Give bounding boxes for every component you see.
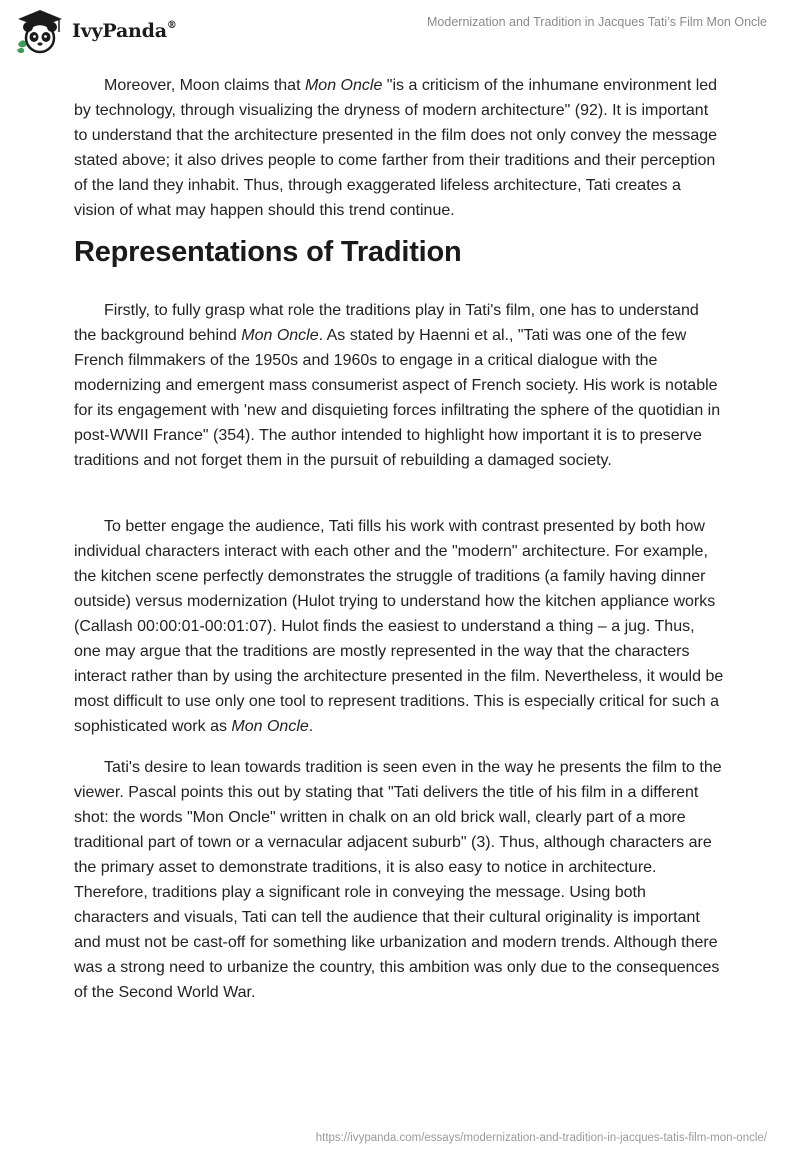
body-paragraph: To better engage the audience, Tati fills his work with contrast presented by both how individual characters interact with each other and the "modern" architecture. For example, the kitchen scene perfectly demonstrates the struggle of traditions (a family having dinner outside) versus modernization (Hulot trying to understand how the kitchen appliance works (Callash 00:00:01-00:01:07). Hulot finds the easiest to understand a thing – a jug. Thus, one may argue that the traditions are mostly represented in the way that the characters interact rather than by using the architecture presented in the film. Nevertheless, it would be most difficult to use only one tool to represent traditions. This is especially critical for such a sophisticated work as Mon Oncle.	[74, 518, 724, 735]
source-url[interactable]: https://ivypanda.com/essays/modernization-and-tradition-in-jacques-tatis-film-mon-oncle/	[315, 1132, 767, 1144]
body-paragraph: Firstly, to fully grasp what role the traditions play in Tati's film, one has to understand the background behind Mon Oncle. As stated by Haenni et al., "Tati was one of the few French filmmakers of the 1950s and 1960s to engage in a critical dialogue with the modernizing and emergent mass consumerist aspect of French society. His work is notable for its engagement with 'new and disquieting forces infiltrating the sphere of the quotidian in post-WWII France" (354). The author intended to highlight how important it is to preserve traditions and not forget them in the pursuit of rebuilding a damaged society.	[74, 302, 721, 469]
body-paragraph: Tati's desire to lean towards tradition is seen even in the way he presents the film to the viewer. Pascal points this out by stating that "Tati delivers the title of his film in a different shot: the words "Mon Oncle" written in chalk on an old brick wall, clearly part of a more traditional part of town or a vernacular adjacent suburb" (3). Thus, although characters are the primary asset to demonstrate traditions, it is also easy to notice in architecture. Therefore, traditions play a significant role in conveying the message. Using both characters and visuals, Tati can tell the audience that their cultural originality is important and must not be cast-off for something like urbanization and modern trends. Although there was a strong need to urbanize the country, this ambition was only due to the consequences of the Second World War.	[74, 759, 722, 1001]
italic-title: Mon Oncle	[241, 327, 319, 344]
paragraph-block-3	[74, 514, 724, 739]
ivypanda-logo[interactable]	[14, 8, 177, 54]
paragraph-block-4	[74, 755, 724, 1005]
brand-name: IvyPanda®	[72, 19, 177, 42]
italic-title: Mon Oncle	[304, 77, 383, 94]
italic-title: Mon Oncle	[231, 718, 309, 735]
panda-graduate-icon	[14, 8, 66, 54]
section-heading: Representations of Tradition	[74, 236, 462, 268]
page-header	[0, 0, 800, 60]
document-title: Modernization and Tradition in Jacques Tati’s Film Mon Oncle	[427, 15, 767, 29]
body-paragraph: Moreover, Moon claims that Mon Oncle "is a criticism of the inhumane environment led by technology, through visualizing the dryness of modern architecture" (92). It is important to understand that the architecture presented in the film does not only convey the message stated above; it also drives people to come farther from their traditions and their perception of the land they inhabit. Thus, through exaggerated lifeless architecture, Tati creates a vision of what may happen should this trend continue.	[74, 77, 718, 219]
paragraph-block-1	[74, 73, 724, 223]
paragraph-block-2	[74, 298, 724, 473]
